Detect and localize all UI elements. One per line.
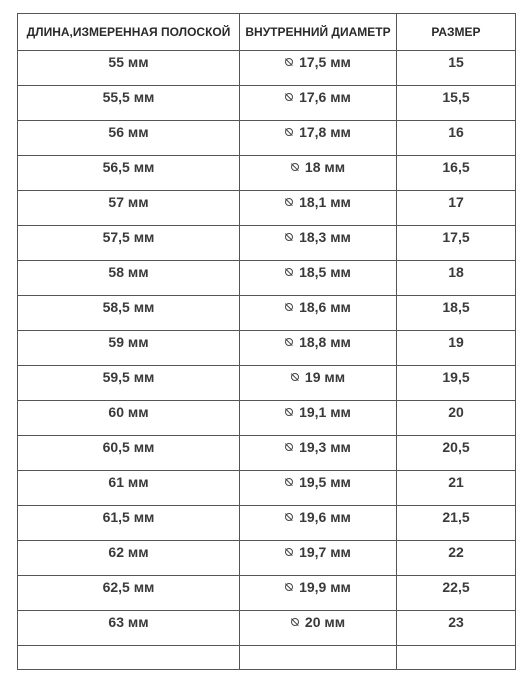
diameter-value: 20 мм xyxy=(304,614,346,630)
table-row xyxy=(18,541,516,576)
empty-cell xyxy=(397,646,516,670)
cell-size: 21 xyxy=(397,471,516,506)
diameter-icon xyxy=(291,373,299,381)
diameter-value: 19,5 мм xyxy=(299,474,351,490)
cell-length: 60 мм xyxy=(18,401,240,436)
diameter-icon xyxy=(285,233,293,241)
table-row xyxy=(18,436,516,471)
table-row xyxy=(18,156,516,191)
cell-length: 55 мм xyxy=(18,51,240,86)
table-row xyxy=(18,366,516,401)
cell-length: 62 мм xyxy=(18,541,240,576)
cell-length: 61 мм xyxy=(18,471,240,506)
empty-cell xyxy=(240,646,397,670)
table-row xyxy=(18,86,516,121)
table-header-row xyxy=(18,14,516,51)
table-row xyxy=(18,261,516,296)
diameter-icon xyxy=(285,513,293,521)
diameter-value: 18 мм xyxy=(304,159,346,175)
header-diameter: ВНУТРЕННИЙ ДИАМЕТР xyxy=(240,14,397,51)
cell-length: 59 мм xyxy=(18,331,240,366)
table-row xyxy=(18,226,516,261)
cell-size: 20,5 xyxy=(397,436,516,471)
cell-length: 60,5 мм xyxy=(18,436,240,471)
diameter-icon xyxy=(291,618,299,626)
cell-diameter xyxy=(240,541,397,576)
diameter-value: 19,3 мм xyxy=(299,439,351,455)
diameter-icon xyxy=(291,163,299,171)
table-spacer-row xyxy=(18,646,516,670)
header-length: ДЛИНА,ИЗМЕРЕННАЯ ПОЛОСКОЙ xyxy=(18,14,240,51)
table-row xyxy=(18,471,516,506)
diameter-icon xyxy=(285,478,293,486)
cell-length: 55,5 мм xyxy=(18,86,240,121)
cell-size: 17,5 xyxy=(397,226,516,261)
diameter-value: 18,8 мм xyxy=(299,334,351,350)
cell-diameter xyxy=(240,296,397,331)
cell-size: 22,5 xyxy=(397,576,516,611)
table-row xyxy=(18,121,516,156)
cell-size: 19,5 xyxy=(397,366,516,401)
cell-diameter xyxy=(240,261,397,296)
cell-size: 21,5 xyxy=(397,506,516,541)
diameter-icon xyxy=(285,443,293,451)
ring-size-table-container xyxy=(17,13,515,670)
cell-size: 20 xyxy=(397,401,516,436)
table-row xyxy=(18,401,516,436)
cell-diameter xyxy=(240,401,397,436)
table-row xyxy=(18,51,516,86)
diameter-icon xyxy=(285,58,293,66)
cell-size: 15 xyxy=(397,51,516,86)
cell-diameter xyxy=(240,86,397,121)
diameter-icon xyxy=(285,93,293,101)
cell-length: 56 мм xyxy=(18,121,240,156)
cell-size: 18,5 xyxy=(397,296,516,331)
cell-diameter xyxy=(240,226,397,261)
empty-cell xyxy=(18,646,240,670)
diameter-value: 18,6 мм xyxy=(299,299,351,315)
table-row xyxy=(18,506,516,541)
diameter-icon xyxy=(285,303,293,311)
diameter-value: 18,3 мм xyxy=(299,229,351,245)
diameter-value: 19,7 мм xyxy=(299,544,351,560)
table-row xyxy=(18,296,516,331)
diameter-value: 18,5 мм xyxy=(299,264,351,280)
diameter-icon xyxy=(285,583,293,591)
diameter-value: 17,5 мм xyxy=(299,54,351,70)
cell-size: 22 xyxy=(397,541,516,576)
cell-diameter xyxy=(240,121,397,156)
cell-diameter xyxy=(240,436,397,471)
cell-diameter xyxy=(240,471,397,506)
diameter-value: 18,1 мм xyxy=(299,194,351,210)
diameter-icon xyxy=(285,548,293,556)
cell-length: 62,5 мм xyxy=(18,576,240,611)
cell-size: 17 xyxy=(397,191,516,226)
diameter-icon xyxy=(285,268,293,276)
diameter-icon xyxy=(285,198,293,206)
diameter-value: 19,9 мм xyxy=(299,579,351,595)
cell-diameter xyxy=(240,51,397,86)
cell-size: 18 xyxy=(397,261,516,296)
ring-size-table xyxy=(17,13,516,670)
diameter-icon xyxy=(285,408,293,416)
cell-diameter xyxy=(240,191,397,226)
cell-length: 58,5 мм xyxy=(18,296,240,331)
diameter-value: 19 мм xyxy=(304,369,346,385)
cell-size: 16 xyxy=(397,121,516,156)
header-size: РАЗМЕР xyxy=(397,14,516,51)
cell-length: 57 мм xyxy=(18,191,240,226)
cell-size: 16,5 xyxy=(397,156,516,191)
table-row xyxy=(18,576,516,611)
cell-length: 58 мм xyxy=(18,261,240,296)
cell-diameter xyxy=(240,611,397,646)
diameter-icon xyxy=(285,128,293,136)
diameter-value: 17,6 мм xyxy=(299,89,351,105)
cell-diameter xyxy=(240,506,397,541)
table-body xyxy=(18,51,516,670)
diameter-value: 19,6 мм xyxy=(299,509,351,525)
cell-length: 61,5 мм xyxy=(18,506,240,541)
table-row xyxy=(18,331,516,366)
cell-diameter xyxy=(240,156,397,191)
cell-length: 56,5 мм xyxy=(18,156,240,191)
cell-size: 23 xyxy=(397,611,516,646)
table-row xyxy=(18,191,516,226)
diameter-value: 19,1 мм xyxy=(299,404,351,420)
cell-size: 15,5 xyxy=(397,86,516,121)
diameter-icon xyxy=(285,338,293,346)
cell-size: 19 xyxy=(397,331,516,366)
cell-length: 57,5 мм xyxy=(18,226,240,261)
table-row xyxy=(18,611,516,646)
cell-length: 63 мм xyxy=(18,611,240,646)
cell-diameter xyxy=(240,576,397,611)
diameter-value: 17,8 мм xyxy=(299,124,351,140)
cell-diameter xyxy=(240,331,397,366)
cell-diameter xyxy=(240,366,397,401)
cell-length: 59,5 мм xyxy=(18,366,240,401)
